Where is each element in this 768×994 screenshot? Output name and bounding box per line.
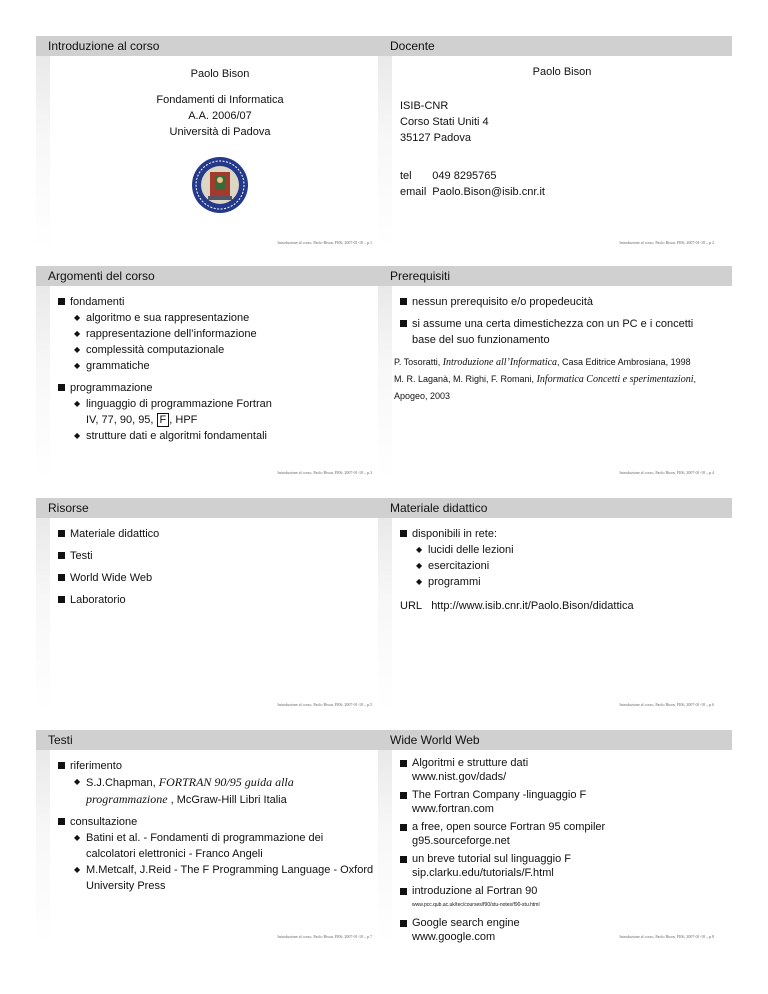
list-item: ◆ rappresentazione dell’informazione	[70, 326, 374, 342]
slide-3	[36, 266, 390, 480]
list-item: ◆ linguaggio di programmazione Fortran IV, 77, 90, 95, F , HPF	[70, 396, 374, 428]
slide-sidebar	[36, 286, 50, 480]
slide-header	[36, 266, 390, 286]
reference-2: M. R. Laganà, M. Righi, F. Romani, Informatica Concetti e sperimentazioni, Apogeo, 2003	[394, 374, 697, 401]
list-item: a free, open source Fortran 95 compiler g95.sourceforge.net	[398, 820, 716, 848]
list-item: ◆ algoritmo e sua rappresentazione	[70, 310, 374, 326]
slide-sidebar	[36, 56, 50, 250]
bullet-fondamenti: fondamenti ◆ algoritmo e sua rappresentazione ◆ rappresentazione dell’informazione ◆ complessità computazionale ◆ grammatiche	[56, 294, 374, 374]
slide-7	[36, 730, 390, 944]
slide-sidebar	[378, 286, 392, 480]
course-name: Fondamenti di Informatica	[156, 94, 284, 106]
slide-footer: Introduzione al corso, Paolo Bison, FI06, 2007-01-18 – p.3	[277, 470, 372, 475]
list-item: ◆ M.Metcalf, J.Reid - The F Programming Language - Oxford University Press	[70, 862, 374, 894]
slide-sidebar	[378, 518, 392, 712]
email-label: email	[400, 186, 427, 198]
list-item: ◆ grammatiche	[70, 358, 374, 374]
university: Università di Padova	[169, 126, 271, 138]
slide-4	[378, 266, 732, 480]
slide-5	[36, 498, 390, 712]
author: Paolo Bison	[190, 68, 250, 80]
slide-body	[56, 294, 374, 450]
link[interactable]: www.pcc.qub.ac.uk/tec/courses/f90/stu-notes/f90-stu.html	[412, 902, 540, 908]
url-row	[400, 598, 716, 614]
list-item: ◆ lucidi delle lezioni	[412, 542, 716, 558]
slide-1	[36, 36, 390, 250]
list-item: ◆ programmi	[412, 574, 716, 590]
city: 35127 Padova	[400, 132, 471, 144]
slide-footer: Introduzione al corso, Paolo Bison, FI06, 2007-01-18 – p.4	[619, 470, 714, 475]
list-item: ◆ Batini et al. - Fondamenti di programmazione dei calcolatori elettronici - Franco Angeli	[70, 830, 374, 862]
slide-2	[378, 36, 732, 250]
slide-title: Argomenti del corso	[48, 269, 155, 283]
list-item: Testi	[56, 548, 374, 564]
link[interactable]: sip.clarku.edu/tutorials/F.html	[412, 867, 554, 879]
references	[394, 354, 716, 404]
slide-body	[392, 64, 732, 200]
slide-sidebar	[378, 750, 392, 944]
street: Corso Stati Uniti 4	[400, 116, 489, 128]
slide-footer: Introduzione al corso, Paolo Bison, FI06, 2007-01-18 – p.2	[619, 240, 714, 245]
list-item: Google search engine www.google.com	[398, 916, 716, 944]
list-item: un breve tutorial sul linguaggio F sip.clarku.edu/tutorials/F.html	[398, 852, 716, 880]
list-item: Laboratorio	[56, 592, 374, 608]
university-seal	[191, 156, 249, 214]
slide-title: Prerequisiti	[390, 269, 451, 283]
slide-title: Risorse	[48, 501, 89, 515]
link[interactable]: www.google.com	[412, 931, 496, 943]
slide-footer: Introduzione al corso, Paolo Bison, FI06, 2007-01-18 – p.6	[619, 702, 714, 707]
slide-body	[398, 526, 716, 614]
list-item: Algoritmi e strutture dati www.nist.gov/dads/	[398, 756, 716, 784]
link[interactable]: g95.sourceforge.net	[412, 835, 510, 847]
slide-sidebar	[36, 518, 50, 712]
slide-footer: Introduzione al corso, Paolo Bison, FI06, 2007-01-18 – p.7	[277, 934, 372, 939]
slide-body	[394, 294, 716, 404]
list-item: nessun prerequisito e/o propedeucità	[398, 294, 716, 310]
link[interactable]: www.nist.gov/dads/	[412, 771, 507, 783]
bullet-programmazione: programmazione ◆ linguaggio di programmazione Fortran IV, 77, 90, 95, F , HPF ◆ strutture dati e algoritmi fondamentali	[56, 380, 374, 444]
slide-title: Introduzione al corso	[48, 39, 160, 53]
bullet-consultazione: consultazione ◆ Batini et al. - Fondamenti di programmazione dei calcolatori elettronici - Franco Angeli ◆ M.Metcalf, J.Reid - The F Programming Language - Oxford University Press	[56, 814, 374, 894]
slide-header	[36, 36, 390, 56]
bullet-riferimento: riferimento ◆ S.J.Chapman, FORTRAN 90/95 guida alla programmazione , McGraw-Hill Libri Italia	[56, 758, 374, 808]
slide-header	[378, 730, 732, 750]
list-item: ◆ strutture dati e algoritmi fondamentali	[70, 428, 374, 444]
list-item: ◆ complessità computazionale	[70, 342, 374, 358]
list-item: ◆ S.J.Chapman, FORTRAN 90/95 guida alla programmazione , McGraw-Hill Libri Italia	[70, 774, 374, 808]
contact-table	[400, 168, 551, 200]
url-label: URL	[400, 600, 423, 612]
org: ISIB-CNR	[400, 100, 449, 112]
slide-footer: Introduzione al corso, Paolo Bison, FI06, 2007-01-18 – p.1	[277, 240, 372, 245]
slide-title: Testi	[48, 733, 73, 747]
tel-label: tel	[400, 170, 412, 182]
teacher-name: Paolo Bison	[532, 66, 592, 78]
slide-header	[36, 498, 390, 518]
slide-footer: Introduzione al corso, Paolo Bison, FI06, 2007-01-18 – p.5	[277, 702, 372, 707]
slide-header	[378, 498, 732, 518]
slide-title: Docente	[390, 39, 435, 53]
slide-body	[56, 526, 374, 614]
list-item: introduzione al Fortran 90 www.pcc.qub.ac.uk/tec/courses/f90/stu-notes/f90-stu.html	[398, 884, 716, 912]
list-item: ◆ esercitazioni	[412, 558, 716, 574]
list-item: The Fortran Company -linguaggio F www.fortran.com	[398, 788, 716, 816]
slide-body	[50, 66, 390, 214]
slide-header	[378, 36, 732, 56]
slide-6	[378, 498, 732, 712]
list-item: World Wide Web	[56, 570, 374, 586]
list-item: Materiale didattico	[56, 526, 374, 542]
slide-footer: Introduzione al corso, Paolo Bison, FI06, 2007-01-18 – p.8	[619, 934, 714, 939]
reference-1: P. Tosoratti, Introduzione all’Informatica, Casa Editrice Ambrosiana, 1998	[394, 357, 691, 368]
slide-sidebar	[378, 56, 392, 250]
slide-body	[56, 758, 374, 900]
boxed-F: F	[157, 413, 170, 427]
list-item: si assume una certa dimestichezza con un PC e i concetti base del suo funzionamento	[398, 316, 716, 348]
course-url-link[interactable]: http://www.isib.cnr.it/Paolo.Bison/didattica	[431, 600, 634, 612]
email-value: Paolo.Bison@isib.cnr.it	[432, 186, 545, 198]
slide-8	[378, 730, 732, 944]
slide-sidebar	[36, 750, 50, 944]
academic-year: A.A. 2006/07	[188, 110, 252, 122]
slide-title: Materiale didattico	[390, 501, 488, 515]
slide-header	[378, 266, 732, 286]
slide-title: Wide World Web	[390, 733, 480, 747]
link[interactable]: www.fortran.com	[412, 803, 494, 815]
slide-header	[36, 730, 390, 750]
tel-value: 049 8295765	[432, 170, 497, 182]
slide-body	[398, 756, 716, 944]
bullet-disponibili: disponibili in rete: ◆ lucidi delle lezioni ◆ esercitazioni ◆ programmi	[398, 526, 716, 590]
